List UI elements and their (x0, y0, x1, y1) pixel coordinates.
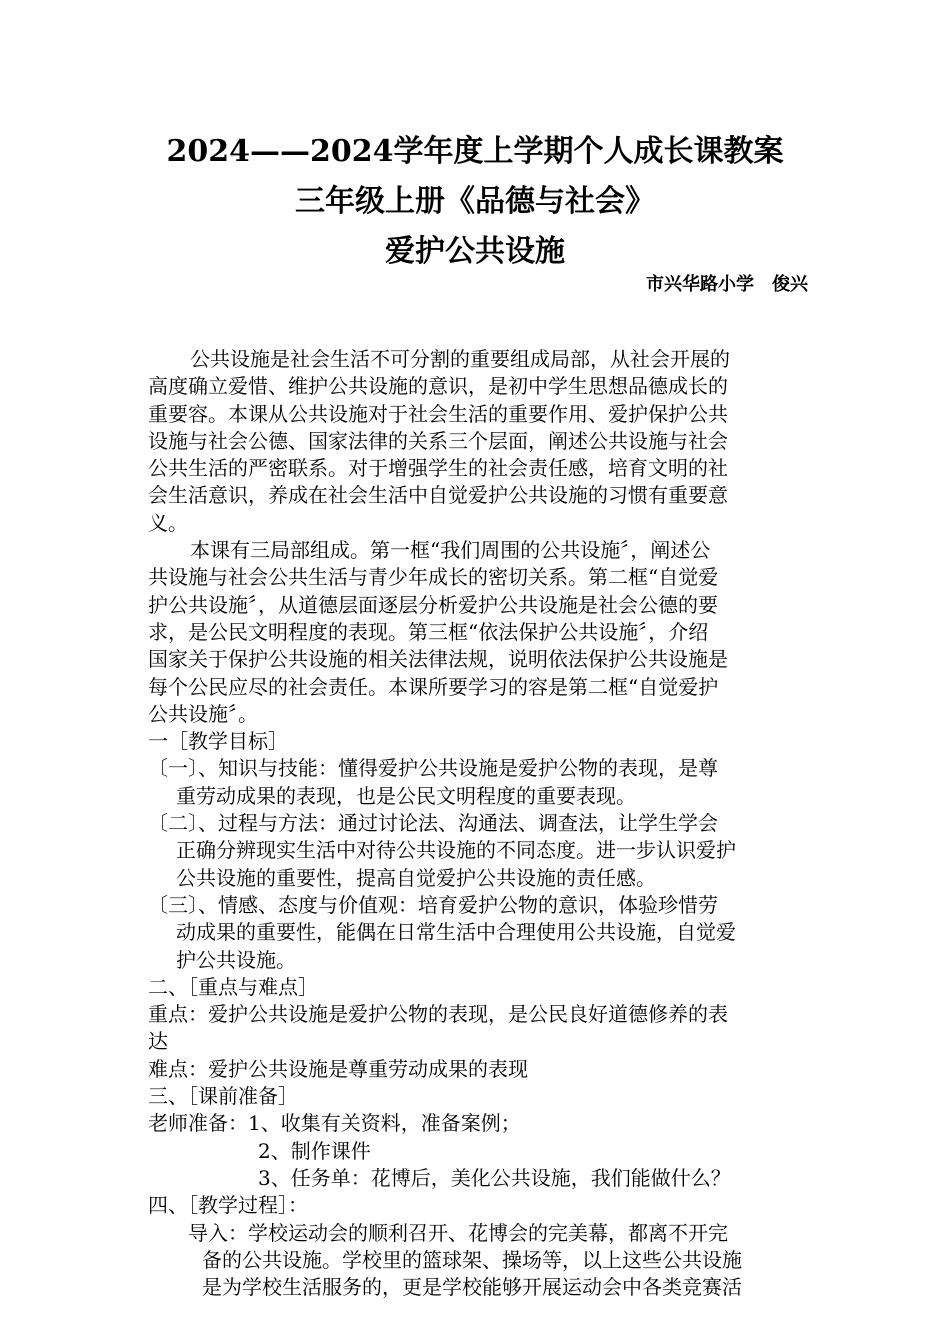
body-line: 一［教学目标］ (148, 729, 288, 754)
body-line: 每个公民应尽的社会责任。本课所要学习的容是第二框“自觉爱护 (148, 674, 719, 699)
body-line: 设施与社会公德、国家法律的关系三个层面，阐述公共设施与社会 (148, 428, 728, 453)
body-line: 2、制作课件 (258, 1138, 371, 1163)
body-line: 难点：爱护公共设施是尊重劳动成果的表现 (148, 1056, 528, 1081)
lesson-title: 爱护公共设施 (385, 234, 565, 269)
body-line: 二、［重点与难点］ (148, 974, 318, 999)
body-line: 高度确立爱惜、维护公共设施的意识，是初中学生思想品德成长的 (148, 374, 728, 399)
body-line: 护公共设施。 (176, 947, 296, 972)
body-line: 正确分辨现实生活中对待公共设施的不同态度。进一步认识爱护 (176, 838, 736, 863)
body-line: 本课有三局部组成。第一框“我们周围的公共设施〞，阐述公 (190, 538, 711, 563)
document-subtitle: 三年级上册《品德与社会》 (295, 184, 655, 219)
body-line: 老师准备：1、收集有关资料，准备案例； (148, 1111, 521, 1136)
body-line: 公共设施的重要性，提高自觉爱护公共设施的责任感。 (176, 865, 656, 890)
body-line: 义。 (148, 510, 188, 535)
body-line: 护公共设施〞，从道德层面逐层分析爱护公共设施是社会公德的要 (148, 592, 718, 617)
body-line: 重点：爱护公共设施是爱护公物的表现，是公民良好道德修养的表 (148, 1002, 728, 1027)
body-line: 四、［教学过程］： (148, 1193, 308, 1218)
body-line: 〔三〕、情感、态度与价值观：培育爱护公物的意识，体验珍惜劳 (148, 892, 718, 917)
body-line: 会生活意识，养成在社会生活中自觉爱护公共设施的习惯有重要意 (148, 483, 728, 508)
body-line: 三、［课前准备］ (148, 1084, 298, 1109)
body-line: 3、任务单：花博后，美化公共设施，我们能做什么？ (258, 1165, 731, 1190)
body-line: 国家关于保护公共设施的相关法律法规，说明依法保护公共设施是 (148, 647, 728, 672)
body-line: 动成果的重要性，能偶在日常生活中合理使用公共设施，自觉爱 (176, 920, 736, 945)
body-line: 公共生活的严密联系。对于增强学生的社会责任感，培育文明的社 (148, 456, 728, 481)
body-line: 重要容。本课从公共设施对于社会生活的重要作用、爱护保护公共 (148, 401, 728, 426)
body-line: 求，是公民文明程度的表现。第三框“依法保护公共设施〞，介绍 (148, 619, 709, 644)
body-line: 重劳动成果的表现，也是公民文明程度的重要表现。 (176, 783, 636, 808)
body-line: 共设施与社会公共生活与青少年成长的密切关系。第二框“自觉爱 (148, 565, 719, 590)
body-line: 〔一〕、知识与技能：懂得爱护公共设施是爱护公物的表现，是尊 (148, 756, 718, 781)
author-line: 市兴华路小学 俊兴 (646, 274, 808, 295)
body-line: 是为学校生活服务的，更是学校能够开展运动会中各类竞赛活 (202, 1275, 742, 1300)
body-line: 公共设施〞。 (148, 701, 258, 726)
document-body (148, 346, 808, 1301)
body-line: 〔二〕、过程与方法：通过讨论法、沟通法、调查法，让学生学会 (148, 811, 718, 836)
body-line: 导入：学校运动会的顺利召开、花博会的完美幕，都离不开完 (188, 1220, 728, 1245)
body-line: 备的公共设施。学校里的篮球架、操场等，以上这些公共设施 (202, 1247, 742, 1272)
body-line: 公共设施是社会生活不可分割的重要组成局部，从社会开展的 (190, 347, 730, 371)
document-title: 2024——2024学年度上学期个人成长课教案 (166, 134, 784, 169)
body-line: 达 (148, 1029, 168, 1054)
